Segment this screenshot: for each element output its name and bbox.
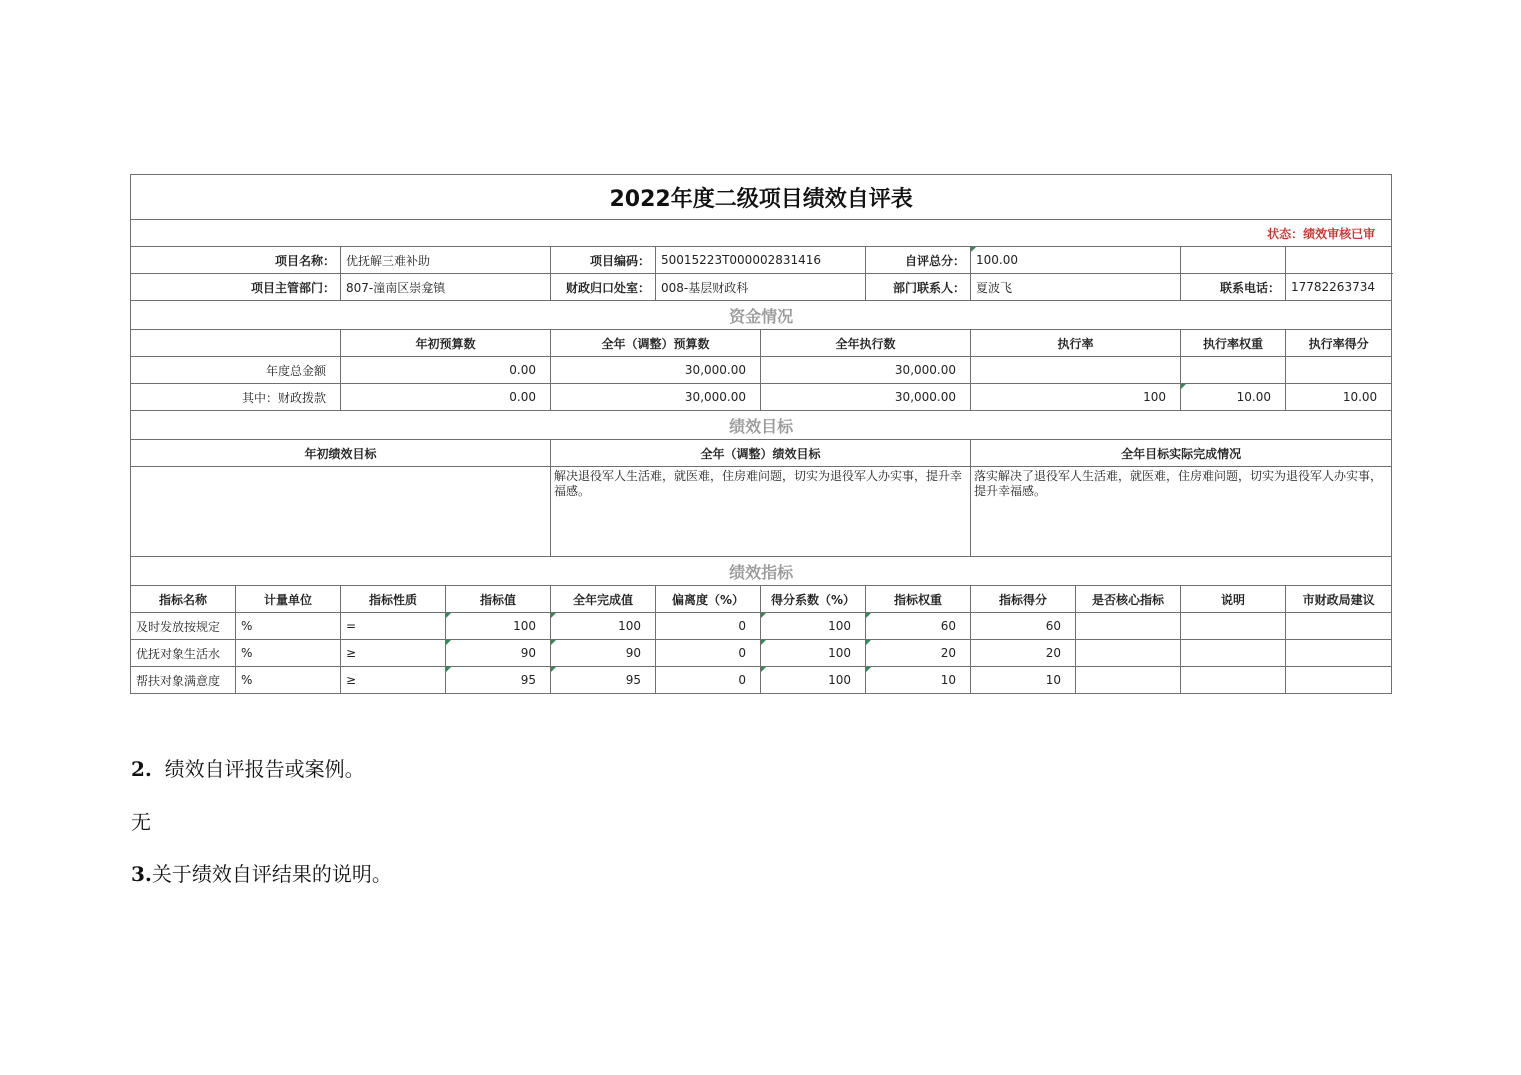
indicator-name: 帮扶对象满意度	[131, 667, 236, 694]
indicator-weight: 60	[866, 613, 971, 640]
indicator-header: 指标得分	[971, 586, 1076, 613]
indicator-header: 指标值	[446, 586, 551, 613]
goals-section-title: 绩效目标	[131, 411, 1392, 440]
indicator-score: 60	[971, 613, 1076, 640]
funds-row	[131, 384, 1392, 411]
indicator-coef: 100	[761, 667, 866, 694]
indicator-deviation: 0	[656, 667, 761, 694]
indicator-note	[1181, 667, 1286, 694]
funds-score: 10.00	[1286, 384, 1392, 411]
funds-row	[131, 357, 1392, 384]
funds-row-label: 年度总金额	[131, 357, 341, 384]
indicator-coef: 100	[761, 613, 866, 640]
funds-header: 执行率得分	[1286, 330, 1392, 357]
indicator-header: 说明	[1181, 586, 1286, 613]
phone-label: 联系电话：	[1181, 274, 1286, 301]
indicator-core	[1076, 613, 1181, 640]
indicator-header: 得分系数（%）	[761, 586, 866, 613]
indicator-nature: ≥	[341, 640, 446, 667]
indicator-header: 偏离度（%）	[656, 586, 761, 613]
funds-header: 全年（调整）预算数	[551, 330, 761, 357]
indicators-section-title: 绩效指标	[131, 557, 1392, 586]
project-code-value: 50015223T000002831416	[656, 247, 866, 274]
funds-executed: 30,000.00	[761, 357, 971, 384]
indicator-target: 95	[446, 667, 551, 694]
performance-form-table	[130, 174, 1392, 694]
score-label: 自评总分：	[866, 247, 971, 274]
funds-header: 全年执行数	[761, 330, 971, 357]
project-name-value: 优抚解三难补助	[341, 247, 551, 274]
goal-actual: 落实解决了退役军人生活难，就医难，住房难问题，切实为退役军人办实事，提升幸福感。	[971, 467, 1392, 557]
indicator-row	[131, 640, 1392, 667]
indicator-row	[131, 613, 1392, 640]
indicator-core	[1076, 640, 1181, 667]
indicator-row	[131, 667, 1392, 694]
indicator-actual: 95	[551, 667, 656, 694]
empty-cell	[1286, 247, 1392, 274]
indicator-advice	[1286, 667, 1392, 694]
funds-initial: 0.00	[341, 357, 551, 384]
indicator-header: 全年完成值	[551, 586, 656, 613]
contact-label: 部门联系人：	[866, 274, 971, 301]
funds-header: 年初预算数	[341, 330, 551, 357]
indicator-name: 优抚对象生活水	[131, 640, 236, 667]
funds-section-title: 资金情况	[131, 301, 1392, 330]
indicator-advice	[1286, 640, 1392, 667]
funds-weight: 10.00	[1181, 384, 1286, 411]
funds-header: 执行率	[971, 330, 1181, 357]
funds-adjusted: 30,000.00	[551, 384, 761, 411]
funds-weight	[1181, 357, 1286, 384]
indicator-header: 计量单位	[236, 586, 341, 613]
office-value: 008-基层财政科	[656, 274, 866, 301]
section-number: 2.	[131, 757, 152, 781]
indicator-unit: %	[236, 667, 341, 694]
indicator-target: 90	[446, 640, 551, 667]
indicator-deviation: 0	[656, 613, 761, 640]
indicator-coef: 100	[761, 640, 866, 667]
section-title: 关于绩效自评结果的说明。	[151, 862, 392, 886]
section-heading-3	[131, 858, 392, 887]
goals-header: 全年目标实际完成情况	[971, 440, 1392, 467]
funds-row-label: 其中：财政拨款	[131, 384, 341, 411]
indicator-actual: 100	[551, 613, 656, 640]
indicator-name: 及时发放按规定	[131, 613, 236, 640]
indicator-deviation: 0	[656, 640, 761, 667]
goals-header: 全年（调整）绩效目标	[551, 440, 971, 467]
indicator-unit: %	[236, 640, 341, 667]
funds-rate: 100	[971, 384, 1181, 411]
funds-score	[1286, 357, 1392, 384]
goals-header: 年初绩效目标	[131, 440, 551, 467]
indicator-nature: =	[341, 613, 446, 640]
indicator-header: 指标性质	[341, 586, 446, 613]
indicator-note	[1181, 613, 1286, 640]
score-value: 100.00	[971, 247, 1181, 274]
goal-adjusted: 解决退役军人生活难，就医难，住房难问题，切实为退役军人办实事，提升幸福感。	[551, 467, 971, 557]
indicator-header: 指标名称	[131, 586, 236, 613]
form-title: 2022年度二级项目绩效自评表	[131, 175, 1392, 220]
section-title: 绩效自评报告或案例。	[164, 757, 365, 781]
indicator-actual: 90	[551, 640, 656, 667]
indicator-header: 市财政局建议	[1286, 586, 1392, 613]
phone-value: 17782263734	[1286, 274, 1392, 301]
dept-label: 项目主管部门：	[131, 274, 341, 301]
indicator-target: 100	[446, 613, 551, 640]
goal-initial	[131, 467, 551, 557]
funds-initial: 0.00	[341, 384, 551, 411]
empty-cell	[1181, 247, 1286, 274]
indicator-core	[1076, 667, 1181, 694]
dept-value: 807-潼南区崇龛镇	[341, 274, 551, 301]
funds-header-blank	[131, 330, 341, 357]
section-number: 3.	[131, 862, 152, 886]
section-heading-2	[131, 753, 365, 782]
indicator-score: 20	[971, 640, 1076, 667]
funds-rate	[971, 357, 1181, 384]
indicator-unit: %	[236, 613, 341, 640]
funds-header: 执行率权重	[1181, 330, 1286, 357]
section-body: 无	[131, 810, 151, 834]
contact-value: 夏波飞	[971, 274, 1181, 301]
indicator-score: 10	[971, 667, 1076, 694]
indicator-note	[1181, 640, 1286, 667]
indicator-header: 指标权重	[866, 586, 971, 613]
office-label: 财政归口处室：	[551, 274, 656, 301]
project-code-label: 项目编码：	[551, 247, 656, 274]
funds-executed: 30,000.00	[761, 384, 971, 411]
indicator-weight: 10	[866, 667, 971, 694]
indicator-header: 是否核心指标	[1076, 586, 1181, 613]
indicator-nature: ≥	[341, 667, 446, 694]
indicator-advice	[1286, 613, 1392, 640]
project-name-label: 项目名称：	[131, 247, 341, 274]
funds-adjusted: 30,000.00	[551, 357, 761, 384]
indicator-weight: 20	[866, 640, 971, 667]
status-text: 状态：绩效审核已审	[131, 220, 1392, 247]
